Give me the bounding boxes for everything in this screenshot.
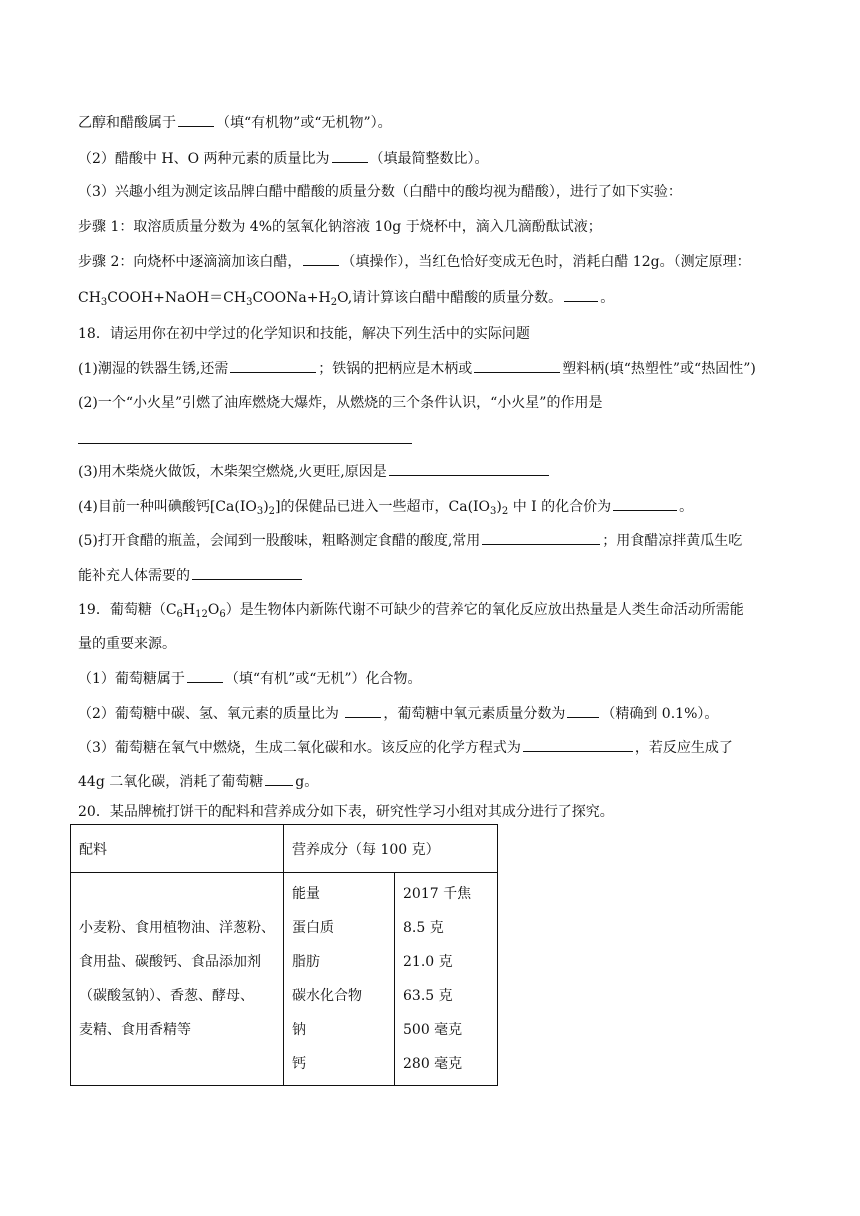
q19-sub1: （1）葡萄糖属于 （填“有机”或“无机”）化合物。 <box>78 668 422 689</box>
nutrient-names-cell <box>284 873 395 1086</box>
q19-line1: 19．葡萄糖$(C_6H_{12}O_6)$是生物体内新陈代谢不可缺少的营养它的氧化反应放出热量是人类生命活动所需能 <box>78 602 744 620</box>
q19-line2: 量的重要来源。 <box>78 636 176 652</box>
header-ingredients: 配料 <box>71 825 284 873</box>
header-nutrition: 营养成分（每 100 克） <box>284 825 498 873</box>
answer-blank[interactable] <box>192 565 302 580</box>
nutrient-value: 2017 千焦 <box>403 886 472 902</box>
nutrient-value: 21.0 克 <box>403 954 453 970</box>
q17-equation: $CH_3COOH+NaOH=CH_3COONa+H_2O$,请计算该白醋中醋酸的质量分数。 。 <box>78 287 614 308</box>
q20-title: 20．某品牌梳打饼干的配料和营养成分如下表，研究性学习小组对其成分进行了探究。 <box>78 804 614 820</box>
nutrient-values-cell <box>395 873 498 1086</box>
nutrient-value: 280 毫克 <box>403 1056 463 1072</box>
answer-blank-long[interactable] <box>78 443 412 444</box>
ingredients-cell <box>71 873 284 1086</box>
q17-step2: 步骤 2：向烧杯中逐滴滴加该白醋， （填操作），当红色恰好变成无色时，消耗白醋 12g。（测定原理： <box>78 251 751 272</box>
q18-title: 18．请运用你在初中学过的化学知识和技能，解决下列生活中的实际问题 <box>78 326 530 342</box>
nutrition-table <box>70 824 498 1086</box>
nutrient-value: 63.5 克 <box>403 988 453 1004</box>
q17-line1: 乙醇和醋酸属于 （填“有机物”或“无机物”）。 <box>78 112 392 133</box>
ingredient-line: 麦精、食用香精等 <box>79 1022 191 1038</box>
q18-part3: (3)用木柴烧火做饭，木柴架空燃烧,火更旺,原因是 <box>78 461 551 482</box>
answer-blank[interactable] <box>303 251 339 266</box>
q18-part4: (4)目前一种叫碘酸钙$[Ca(IO_3)_2]$的保健品已进入一些超市，$Ca(IO_3)_2$ 中 I 的化合价为 。 <box>78 496 693 517</box>
nutrient-name: 钠 <box>292 1022 306 1038</box>
nutrient-value: 500 毫克 <box>403 1022 463 1038</box>
answer-blank[interactable] <box>564 287 598 302</box>
answer-blank[interactable] <box>178 112 214 127</box>
answer-blank[interactable] <box>187 668 223 683</box>
nutrient-value: 8.5 克 <box>403 920 444 936</box>
q19-sub3-cont: 44g 二氧化碳，消耗了葡萄糖 g。 <box>78 771 318 792</box>
nutrient-name: 脂肪 <box>292 954 320 970</box>
answer-blank[interactable] <box>567 703 599 718</box>
ingredient-line: （碳酸氢钠）、香葱、酵母、 <box>79 988 254 1004</box>
nutrient-name: 钙 <box>292 1056 306 1072</box>
answer-blank[interactable] <box>523 737 633 752</box>
q18-part5: (5)打开食醋的瓶盖，会闻到一股酸味，粗略测定食醋的酸度,常用 ；用食醋凉拌黄瓜生吃 <box>78 530 742 551</box>
ingredient-line: 食用盐、碳酸钙、食品添加剂 <box>79 954 261 970</box>
nutrient-name: 蛋白质 <box>292 920 334 936</box>
q17-step1: 步骤 1：取溶质质量分数为 4%的氢氧化钠溶液 10g 于烧杯中，滴入几滴酚酞试液； <box>78 219 602 235</box>
table-header-row <box>71 825 498 873</box>
q19-sub2: （2）葡萄糖中碳、氢、氧元素的质量比为 ，葡萄糖中氧元素质量分数为 （精确到 0.1%）。 <box>78 703 718 724</box>
answer-blank[interactable] <box>332 148 368 163</box>
nutrient-name: 碳水化合物 <box>292 988 362 1004</box>
q18-part1: (1)潮湿的铁器生锈,还需 ；铁锅的把柄应是木柄或 塑料柄(填“热塑性”或“热固性”) <box>78 358 756 379</box>
answer-blank[interactable] <box>265 771 293 786</box>
q18-part5-cont: 能补充人体需要的 <box>78 565 304 586</box>
answer-blank[interactable] <box>482 530 600 545</box>
table-row <box>71 873 498 1086</box>
q19-sub3: （3）葡萄糖在氧气中燃烧，生成二氧化碳和水。该反应的化学方程式为 ，若反应生成了 <box>78 737 733 758</box>
q17-sub3: （3）兴趣小组为测定该品牌白醋中醋酸的质量分数（白醋中的酸均视为醋酸），进行了如下实验： <box>78 184 682 200</box>
answer-blank[interactable] <box>345 703 381 718</box>
answer-blank[interactable] <box>474 358 560 373</box>
ingredient-line: 小麦粉、食用植物油、洋葱粉、 <box>79 920 275 936</box>
q18-part2: (2)一个“小火星”引燃了油库燃烧大爆炸，从燃烧的三个条件认识，“小火星”的作用是 <box>78 395 603 411</box>
nutrient-name: 能量 <box>292 886 320 902</box>
answer-blank[interactable] <box>230 358 316 373</box>
answer-blank[interactable] <box>613 496 677 511</box>
answer-blank[interactable] <box>389 461 549 476</box>
q17-sub2: （2）醋酸中 H、O 两种元素的质量比为 （填最简整数比）。 <box>78 148 489 169</box>
